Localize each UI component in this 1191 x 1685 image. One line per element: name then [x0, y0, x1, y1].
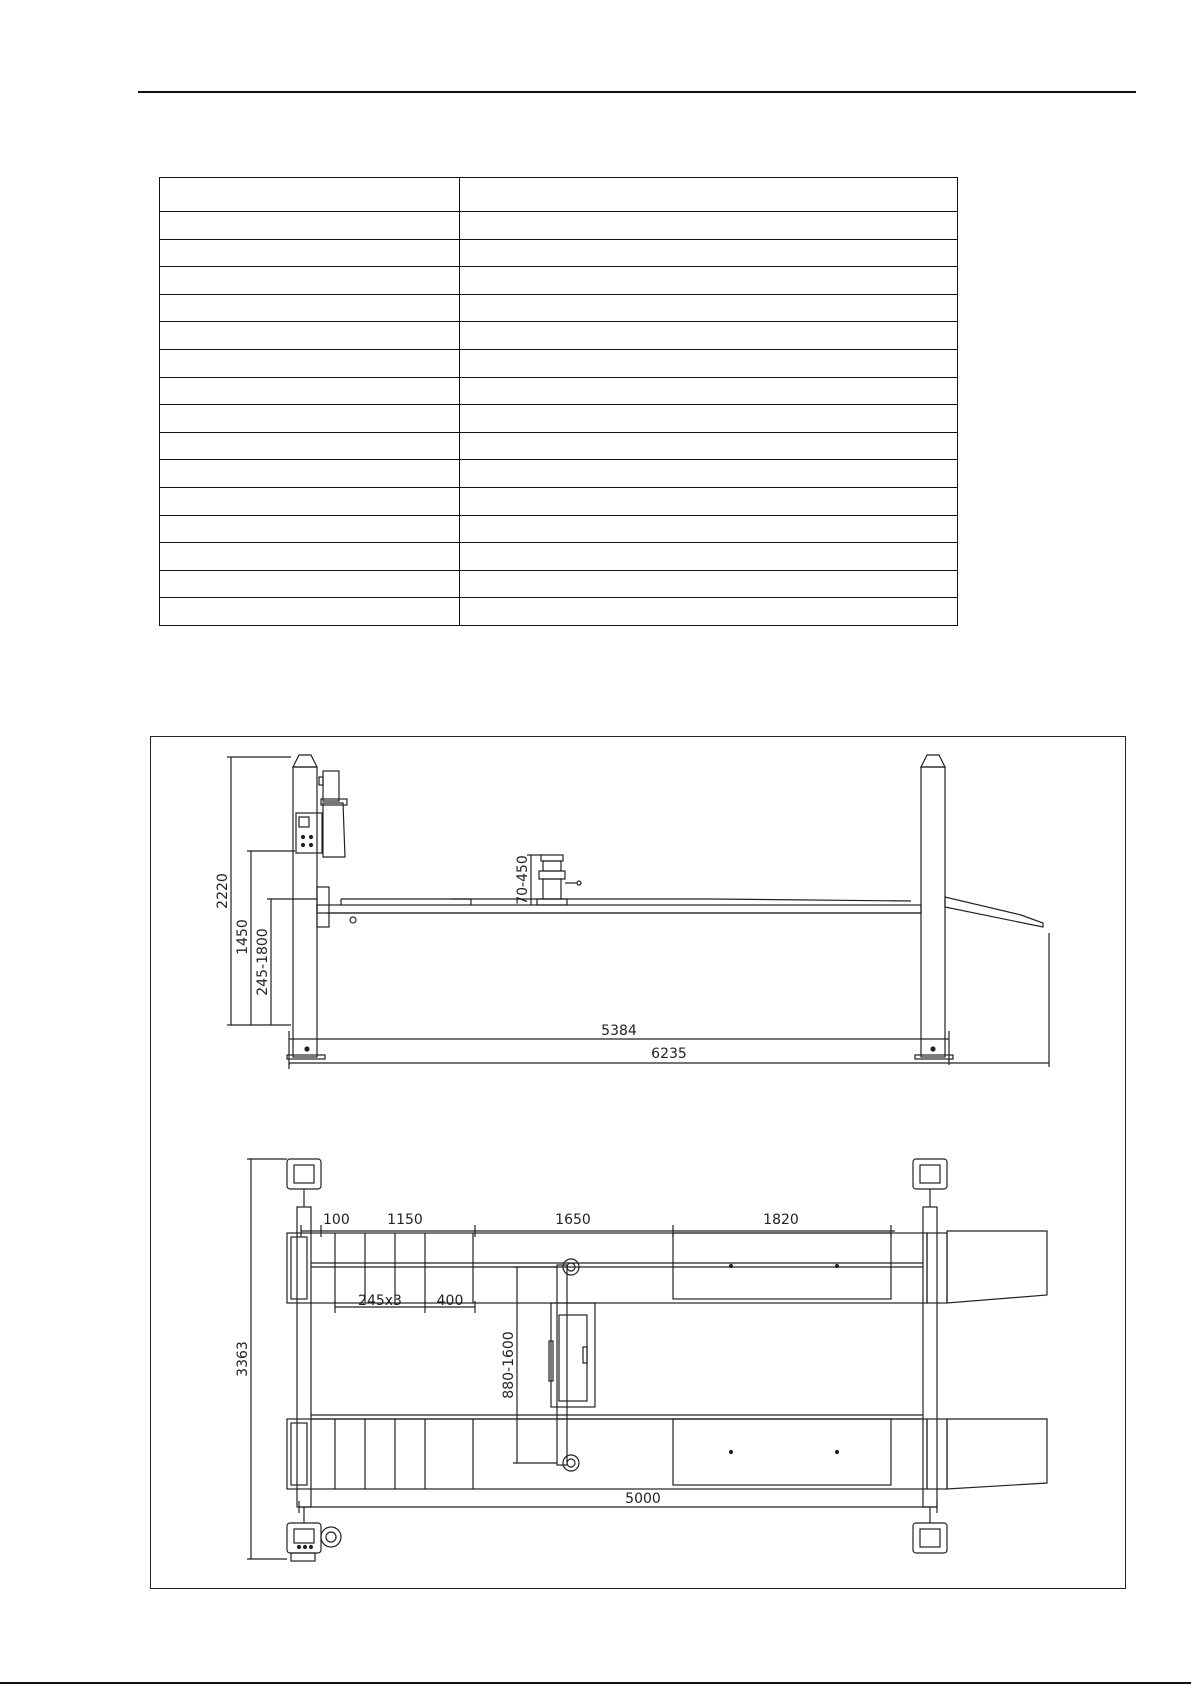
dim-1150: 1150 — [387, 1212, 423, 1228]
dim-platform-max-height: 1450 — [235, 919, 251, 955]
table-row — [160, 432, 958, 460]
side-view — [215, 755, 1049, 1069]
spec-value-cell — [460, 543, 958, 571]
dim-100: 100 — [323, 1212, 350, 1228]
left-column — [293, 767, 317, 1057]
right-column-cap — [921, 755, 945, 767]
spec-label-cell — [160, 405, 460, 433]
spec-value-cell — [460, 294, 958, 322]
dim-runway-length: 5000 — [625, 1491, 661, 1507]
spec-value-cell — [460, 432, 958, 460]
right-column — [921, 767, 945, 1057]
spec-label-cell — [160, 212, 460, 240]
spec-value-cell — [460, 487, 958, 515]
top-view-post-br — [913, 1507, 947, 1553]
spec-label-cell — [160, 294, 460, 322]
spec-label-cell — [160, 267, 460, 295]
spec-label-cell — [160, 239, 460, 267]
table-row — [160, 598, 958, 626]
table-row — [160, 515, 958, 543]
dim-jack-range: 70-450 — [515, 855, 531, 905]
table-row — [160, 267, 958, 295]
table-row — [160, 570, 958, 598]
footer-rule — [0, 1682, 1191, 1684]
top-view-post-tr — [913, 1159, 947, 1207]
spec-label-cell — [160, 543, 460, 571]
dim-1820: 1820 — [763, 1212, 799, 1228]
crossbeam-left — [297, 1207, 311, 1507]
spec-value-cell — [460, 212, 958, 240]
spec-value-cell — [460, 405, 958, 433]
spec-label-cell — [160, 460, 460, 488]
dim-245x3: 245x3 — [358, 1293, 402, 1309]
dim-400: 400 — [436, 1293, 464, 1309]
spec-label-cell — [160, 178, 460, 212]
spec-label-cell — [160, 515, 460, 543]
crossbeam-right — [923, 1207, 937, 1507]
table-row — [160, 487, 958, 515]
spec-value-cell — [460, 322, 958, 350]
spec-value-cell — [460, 239, 958, 267]
header-rule — [138, 91, 1136, 93]
technical-drawing — [150, 736, 1126, 1589]
spec-label-cell — [160, 349, 460, 377]
runway-lower — [287, 1419, 1047, 1489]
table-row — [160, 212, 958, 240]
spec-label-cell — [160, 377, 460, 405]
spec-value-cell — [460, 598, 958, 626]
spec-value-cell — [460, 515, 958, 543]
rolling-jack-side — [537, 855, 581, 905]
dim-lift-range: 245-1800 — [255, 928, 271, 996]
spec-label-cell — [160, 322, 460, 350]
left-column-cap — [293, 755, 317, 767]
spec-label-cell — [160, 570, 460, 598]
spec-label-cell — [160, 487, 460, 515]
dim-column-spacing: 5384 — [601, 1023, 637, 1039]
hydraulic-tank — [323, 803, 345, 857]
dim-overall-width: 3363 — [235, 1341, 251, 1377]
top-view-post-bl — [287, 1507, 341, 1561]
table-row — [160, 239, 958, 267]
dim-overall-length: 6235 — [651, 1046, 687, 1062]
table-row — [160, 460, 958, 488]
table-row — [160, 178, 958, 212]
table-row — [160, 377, 958, 405]
spec-label-cell — [160, 598, 460, 626]
table-row — [160, 349, 958, 377]
top-view — [235, 1159, 1047, 1561]
table-row — [160, 543, 958, 571]
dim-jack-span: 880-1600 — [501, 1331, 517, 1399]
table-row — [160, 322, 958, 350]
runway-side — [317, 905, 921, 913]
table-row — [160, 405, 958, 433]
spec-value-cell — [460, 178, 958, 212]
top-view-post-tl — [287, 1159, 321, 1207]
dim-1650: 1650 — [555, 1212, 591, 1228]
approach-ramp — [945, 897, 1043, 927]
spec-value-cell — [460, 267, 958, 295]
spec-label-cell — [160, 432, 460, 460]
spec-value-cell — [460, 570, 958, 598]
spec-value-cell — [460, 349, 958, 377]
dim-total-height: 2220 — [215, 873, 231, 909]
rolling-jack-top — [549, 1259, 595, 1471]
motor — [323, 771, 339, 801]
specification-table — [159, 177, 958, 626]
spec-value-cell — [460, 377, 958, 405]
spec-value-cell — [460, 460, 958, 488]
table-row — [160, 294, 958, 322]
